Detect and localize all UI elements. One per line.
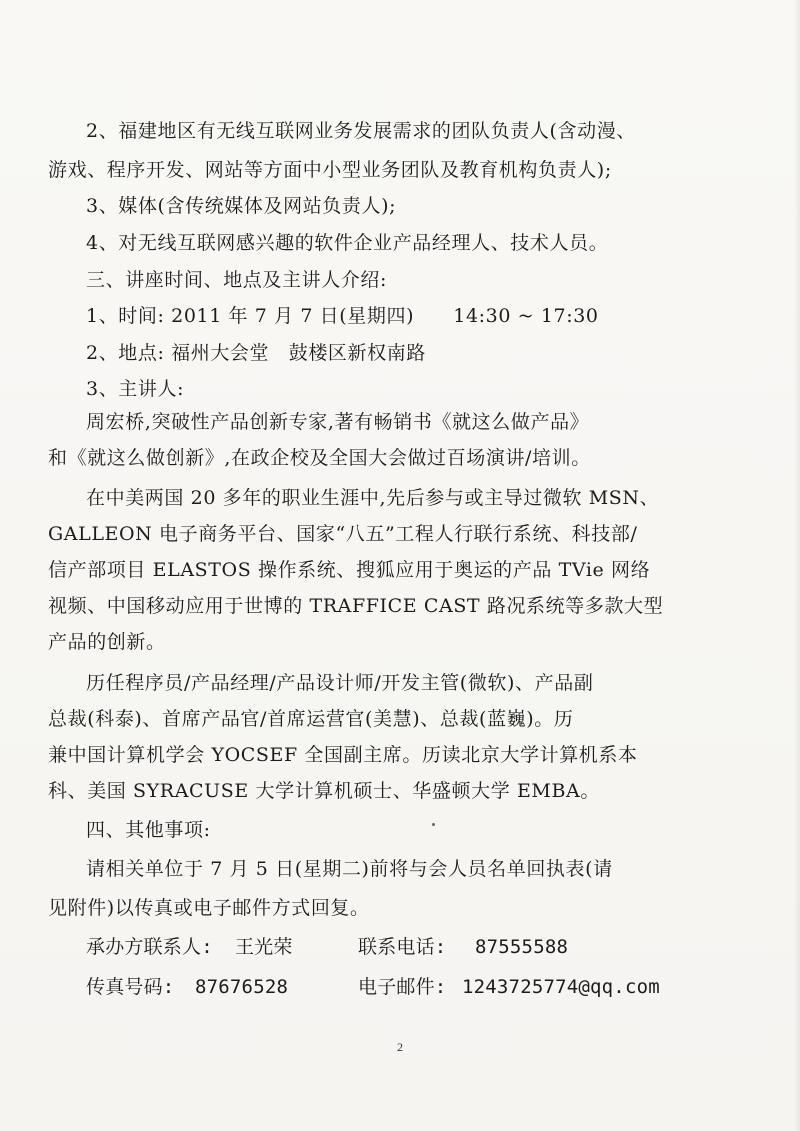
text-line: 周宏桥,突破性产品创新专家,著有畅销书《就这么做产品》 bbox=[86, 411, 590, 433]
text-line: 在中美两国 20 多年的职业生涯中,先后参与或主导过微软 MSN、 bbox=[86, 487, 660, 509]
text-line: 科、美国 SYRACUSE 大学计算机硕士、华盛顿大学 EMBA。 bbox=[48, 780, 600, 802]
text-line: 信产部项目 ELASTOS 操作系统、搜狐应用于奥运的产品 TVie 网络 bbox=[48, 559, 651, 581]
text-line: 3、媒体(含传统媒体及网站负责人); bbox=[86, 195, 397, 217]
text-line: 2、福建地区有无线互联网业务发展需求的团队负责人(含动漫、 bbox=[86, 120, 636, 142]
organizer-name: 王光荣 bbox=[235, 936, 293, 958]
email-label: 电子邮件: bbox=[358, 976, 447, 998]
email-address: 1243725774@qq.com bbox=[462, 976, 660, 998]
text-line: 总裁(科泰)、首席产品官/首席运营官(美慧)、总裁(蓝巍)。历 bbox=[48, 708, 574, 730]
text-line: 1、时间: 2011 年 7 月 7 日(星期四) 14:30 ~ 17:30 bbox=[86, 305, 599, 327]
phone-number: 87555588 bbox=[475, 936, 569, 958]
text-line: 产品的创新。 bbox=[48, 631, 166, 653]
text-line: 请相关单位于 7 月 5 日(星期二)前将与会人员名单回执表(请 bbox=[86, 858, 613, 880]
section-heading: 三、讲座时间、地点及主讲人介绍: bbox=[86, 269, 388, 291]
text-line: 游戏、程序开发、网站等方面中小型业务团队及教育机构负责人); bbox=[48, 159, 612, 181]
text-line: 兼中国计算机学会 YOCSEF 全国副主席。历读北京大学计算机系本 bbox=[48, 744, 638, 766]
text-line: 4、对无线互联网感兴趣的软件企业产品经理人、技术人员。 bbox=[86, 232, 609, 254]
phone-label: 联系电话: bbox=[358, 936, 447, 958]
fax-label: 传真号码: bbox=[86, 976, 175, 998]
text-line: 和《就这么做创新》,在政企校及全国大会做过百场演讲/培训。 bbox=[48, 447, 591, 469]
fax-number: 87676528 bbox=[195, 976, 289, 998]
text-line: 历任程序员/产品经理/产品设计师/开发主管(微软)、产品副 bbox=[86, 672, 594, 694]
section-heading: 四、其他事项: bbox=[86, 819, 211, 841]
text-line: 见附件)以传真或电子邮件方式回复。 bbox=[48, 897, 370, 919]
scan-edge-shadow bbox=[794, 0, 800, 1131]
page-number: 2 bbox=[397, 1040, 403, 1054]
scan-speck bbox=[432, 823, 435, 826]
text-line: 3、主讲人: bbox=[86, 378, 185, 400]
text-line: GALLEON 电子商务平台、国家“八五”工程人行联行系统、科技部/ bbox=[48, 523, 638, 545]
text-line: 2、地点: 福州大会堂 鼓楼区新权南路 bbox=[86, 342, 426, 364]
organizer-label: 承办方联系人: bbox=[86, 936, 213, 958]
text-line: 视频、中国移动应用于世博的 TRAFFICE CAST 路况系统等多款大型 bbox=[48, 595, 664, 617]
